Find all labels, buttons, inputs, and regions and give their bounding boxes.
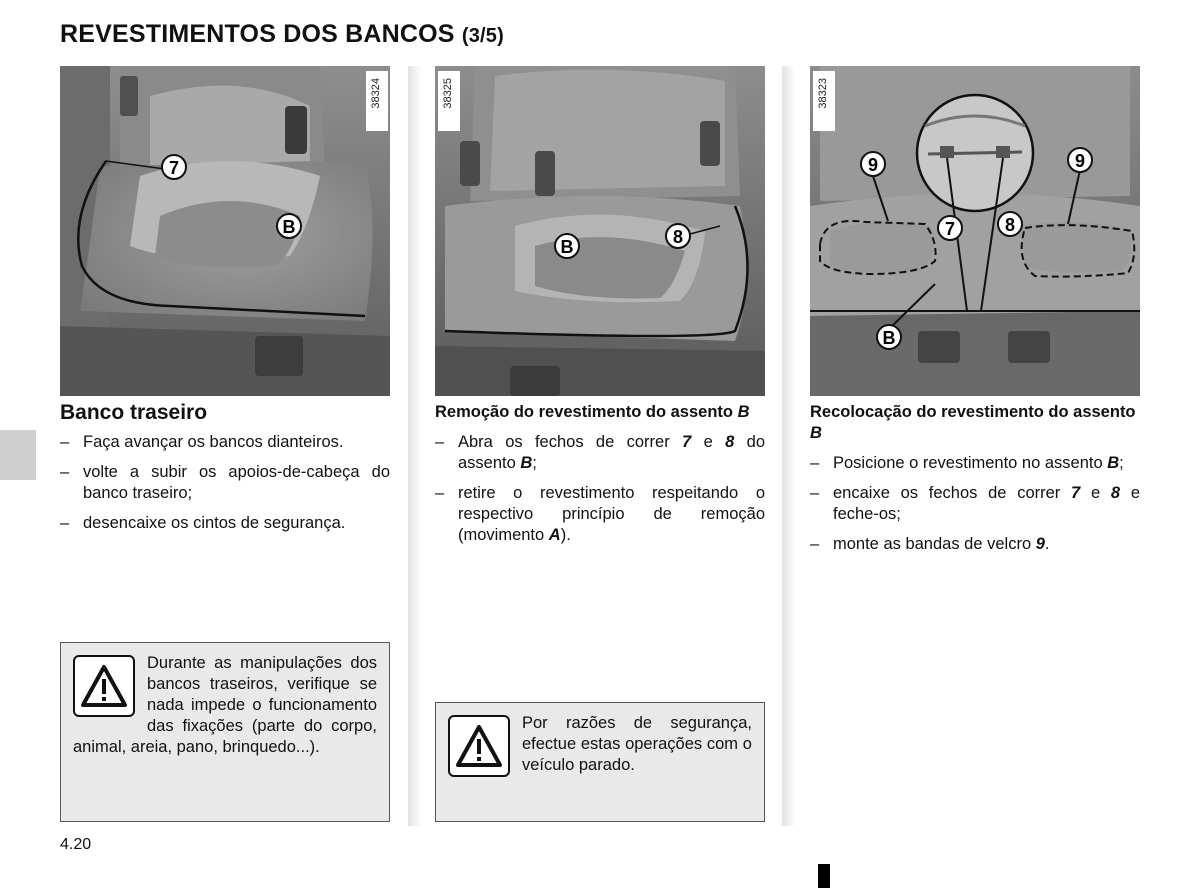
page-title: REVESTIMENTOS DOS BANCOS (3/5) <box>60 20 504 48</box>
page-number: 4.20 <box>60 836 92 853</box>
photo-rear-seat <box>60 66 390 396</box>
cover-removal-section <box>435 402 765 555</box>
callout-9 <box>861 152 885 176</box>
page-corner-mark <box>818 864 830 888</box>
warning-box <box>435 702 765 822</box>
svg-text:B: B <box>560 237 574 257</box>
list-item: – desencaixe os cintos de segurança. <box>60 513 390 534</box>
photo-seat-cover-removal <box>435 66 765 396</box>
instruction-list <box>60 432 390 534</box>
callout-B <box>277 214 301 238</box>
svg-text:9: 9 <box>1074 151 1086 171</box>
photo-number: 38325 <box>442 78 454 109</box>
section-heading: Banco traseiro <box>60 401 208 424</box>
photo-seat-cover-refit <box>810 66 1140 396</box>
warning-triangle-icon <box>448 715 510 777</box>
svg-text:7: 7 <box>168 158 180 178</box>
list-item: – Posicione o revestimento no assento B; <box>810 453 1140 474</box>
list-item: – Faça avançar os bancos dianteiros. <box>60 432 390 453</box>
list-item: – encaixe os fechos de correr 7 e 8 e feche-os; <box>810 483 1140 525</box>
instruction-list <box>810 453 1140 555</box>
svg-text:9: 9 <box>867 155 879 175</box>
svg-text:B: B <box>882 328 896 348</box>
warning-text: Durante as manipulações dos bancos traseiros, verifique se nada impede o funcionamento das fixações (parte do corpo, animal, areia, pano, brinquedo...). <box>73 654 377 756</box>
section-heading: Recolocação do revestimento do assento B <box>810 403 1136 442</box>
list-item: – Abra os fechos de correr 7 e 8 do assento B; <box>435 432 765 474</box>
section-tab <box>0 430 36 480</box>
photo-number: 38324 <box>370 78 382 109</box>
list-item: – monte as bandas de velcro 9. <box>810 534 1140 555</box>
section-heading: Remoção do revestimento do assento B <box>435 403 750 421</box>
warning-triangle-icon <box>73 655 135 717</box>
svg-text:8: 8 <box>1004 215 1016 235</box>
warning-text: Por razões de segurança, efectue estas operações com o veículo parado. <box>522 714 752 774</box>
callout-7 <box>938 216 962 240</box>
svg-text:B: B <box>282 217 296 237</box>
page-title-suffix: (3/5) <box>461 25 504 47</box>
callout-8 <box>666 224 690 248</box>
photo-number: 38323 <box>817 78 829 109</box>
list-item: – retire o revestimento respeitando o respectivo princípio de remoção (movimento A). <box>435 483 765 546</box>
rear-seat-section <box>60 402 390 543</box>
callout-B <box>555 234 579 258</box>
svg-text:7: 7 <box>944 219 956 239</box>
callout-7 <box>162 155 186 179</box>
column-divider <box>782 66 796 826</box>
list-item: – volte a subir os apoios-de-cabeça do banco traseiro; <box>60 462 390 504</box>
callout-9 <box>1068 148 1092 172</box>
callout-B <box>877 325 901 349</box>
instruction-list <box>435 432 765 546</box>
column-divider <box>408 66 422 826</box>
callout-8 <box>998 212 1022 236</box>
warning-box <box>60 642 390 822</box>
svg-text:8: 8 <box>672 227 684 247</box>
cover-refit-section <box>810 402 1140 564</box>
